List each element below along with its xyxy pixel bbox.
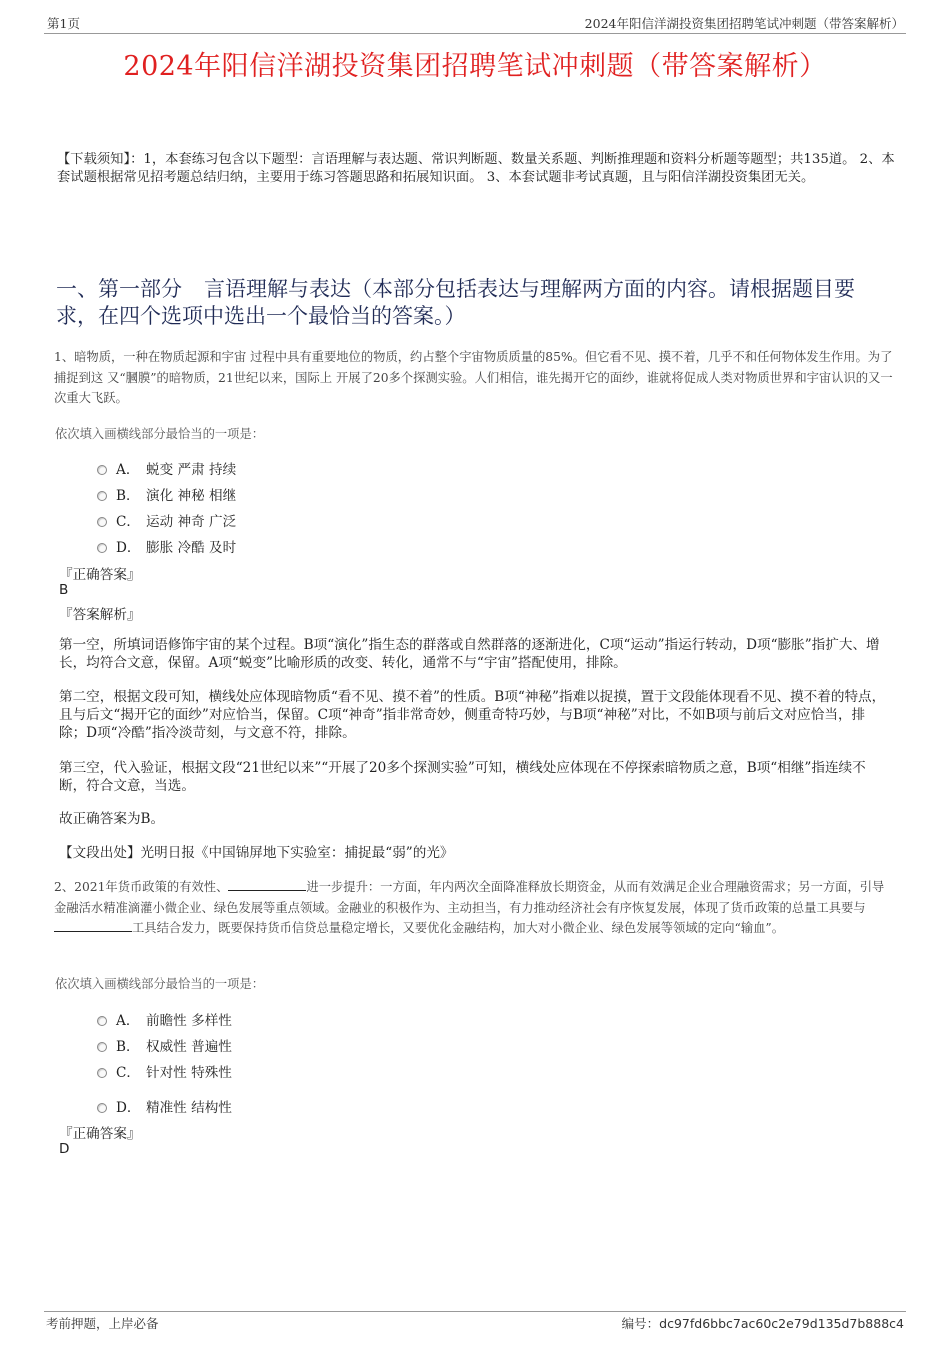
option-letter: D． xyxy=(116,1100,141,1116)
question-2-prompt: 依次填入画横线部分最恰当的一项是： xyxy=(55,977,265,991)
option-letter: B． xyxy=(116,1039,140,1055)
q1-analysis-label: 『答案解析』 xyxy=(59,607,141,623)
code-label: 编号： xyxy=(621,1316,660,1331)
q1-analysis-para-3: 第三空，代入验证，根据文段“21世纪以来”“开展了20多个探测实验”可知，横线处应体现在不停探索暗物质之意，B项“相继”指连续不断，符合文意，当选。 xyxy=(59,760,866,794)
q2-option-c[interactable] xyxy=(97,1061,232,1081)
option-text: 针对性 特殊性 xyxy=(146,1065,232,1081)
option-text: 演化 神秘 相继 xyxy=(146,488,237,504)
option-letter: C． xyxy=(116,1065,140,1081)
q2-stem-part-3: 工具结合发力，既要保持货币信贷总量稳定增长，又要优化金融结构，加大对小微企业、绿色发展等领域的定向“输血”。 xyxy=(132,921,785,935)
option-letter: B． xyxy=(116,488,140,504)
footer-divider xyxy=(44,1311,906,1312)
option-text: 膨胀 冷酷 及时 xyxy=(146,540,237,556)
q2-answer-label: 『正确答案』 xyxy=(59,1126,141,1142)
q2-option-a[interactable] xyxy=(97,1009,232,1029)
radio-icon[interactable] xyxy=(97,1103,107,1113)
question-2-stem xyxy=(54,877,896,939)
option-letter: C． xyxy=(116,514,140,530)
q2-stem-part-2: 进一步提升：一方面，年内两次全面降准释放长期资金，从而有效满足企业合理融资需求；另一方面，引导金融活水精准滴灌小微企业、绿色发展等重点领域。金融业的积极作为、主动担当，有力推动经济社会有序恢复发展，体现了货币政策的总量工具要与 xyxy=(54,880,885,915)
radio-icon[interactable] xyxy=(97,543,107,553)
q1-analysis-para-1: 第一空，所填词语修饰宇宙的某个过程。B项“演化”指生态的群落或自然群落的逐渐进化，C项“运动”指运行转动，D项“膨胀”指扩大、增长，均符合文意，保留。A项“蜕变”比喻形质的改变、转化，通常不与“宇宙”搭配使用，排除。 xyxy=(59,637,880,671)
header-divider xyxy=(44,33,906,34)
section-title: 言语理解与表达（本部分包括表达与理解两方面的内容。请根据题目要求，在四个选项中选出一个最恰当的答案。） xyxy=(56,277,855,328)
question-1-stem: 1、暗物质，一种在物质起源和宇宙 过程中具有重要地位的物质，约占整个宇宙物质质量的85%。但它看不见、摸不着，几乎不和任何物体发生作用。为了捕捉到这 又“膕膜”的暗物质，21世纪以来，国际上 开展了20多个探测实验。人们相信，谁先揭开它的面纱，谁就将促成人类对物质世界和宇宙认识的又一次重大飞跃。 xyxy=(54,350,893,405)
radio-icon[interactable] xyxy=(97,491,107,501)
q1-option-a[interactable] xyxy=(97,458,236,478)
option-text: 前瞻性 多样性 xyxy=(146,1013,232,1029)
section-part-label: 一、第一部分 xyxy=(56,277,182,301)
question-1-prompt: 依次填入画横线部分最恰当的一项是： xyxy=(55,427,265,441)
document-code xyxy=(622,1314,904,1332)
option-text: 权威性 普遍性 xyxy=(146,1039,232,1055)
q1-option-c[interactable] xyxy=(97,510,236,530)
option-text: 蜕变 严肃 持续 xyxy=(146,462,237,478)
fill-blank-2 xyxy=(54,920,132,932)
page-title: 2024年阳信洋湖投资集团招聘笔试冲刺题（带答案解析） xyxy=(123,51,827,82)
section-heading xyxy=(56,276,896,330)
q1-option-b[interactable] xyxy=(97,484,236,504)
q1-answer-label: 『正确答案』 xyxy=(59,567,141,583)
q1-option-d[interactable] xyxy=(97,536,236,556)
radio-icon[interactable] xyxy=(97,517,107,527)
q2-stem-part-1: 2、2021年货币政策的有效性、 xyxy=(54,880,229,894)
option-text: 运动 神奇 广泛 xyxy=(146,514,237,530)
radio-icon[interactable] xyxy=(97,465,107,475)
fill-blank-1 xyxy=(228,879,306,891)
running-header-title: 2024年阳信洋湖投资集团招聘笔试冲刺题（带答案解析） xyxy=(584,16,904,31)
q1-source: 【文段出处】光明日报《中国锦屏地下实验室：捕捉最“弱”的光》 xyxy=(59,845,454,861)
radio-icon[interactable] xyxy=(97,1068,107,1078)
radio-icon[interactable] xyxy=(97,1016,107,1026)
radio-icon[interactable] xyxy=(97,1042,107,1052)
q1-answer: B xyxy=(59,582,69,598)
page-number: 第1页 xyxy=(47,16,80,31)
option-letter: D． xyxy=(116,540,141,556)
code-value: dc97fd6bbc7ac60c2e79d135d7b888c4 xyxy=(659,1316,904,1331)
option-letter: A． xyxy=(116,462,140,478)
q2-answer: D xyxy=(59,1141,70,1157)
q1-analysis-conclusion: 故正确答案为B。 xyxy=(59,811,165,827)
q2-option-d[interactable] xyxy=(97,1096,232,1116)
option-text: 精准性 结构性 xyxy=(146,1100,232,1116)
q1-analysis-para-2: 第二空，根据文段可知，横线处应体现暗物质“看不见、摸不着”的性质。B项“神秘”指难以捉摸，置于文段能体现看不见、摸不着的特点，且与后文“揭开它的面纱”对应恰当，保留。C项“神奇”指非常奇妙，侧重奇特巧妙，与B项“神秘”对比，不如B项与前后文对应恰当，排除；D项“冷酷”指冷淡苛刻，与文意不符，排除。 xyxy=(59,689,886,741)
download-notice: 【下载须知】：1，本套练习包含以下题型：言语理解与表达题、常识判断题、数量关系题、判断推理题和资料分析题等题型；共135道。 2、本套试题根据常见招考题总结归纳，主要用于练习答题思路和拓展知识面。 3、本套试题非考试真题，且与阳信洋湖投资集团无关。 xyxy=(57,152,895,185)
q2-option-b[interactable] xyxy=(97,1035,232,1055)
footer-slogan: 考前押题，上岸必备 xyxy=(46,1316,159,1331)
option-letter: A． xyxy=(116,1013,140,1029)
